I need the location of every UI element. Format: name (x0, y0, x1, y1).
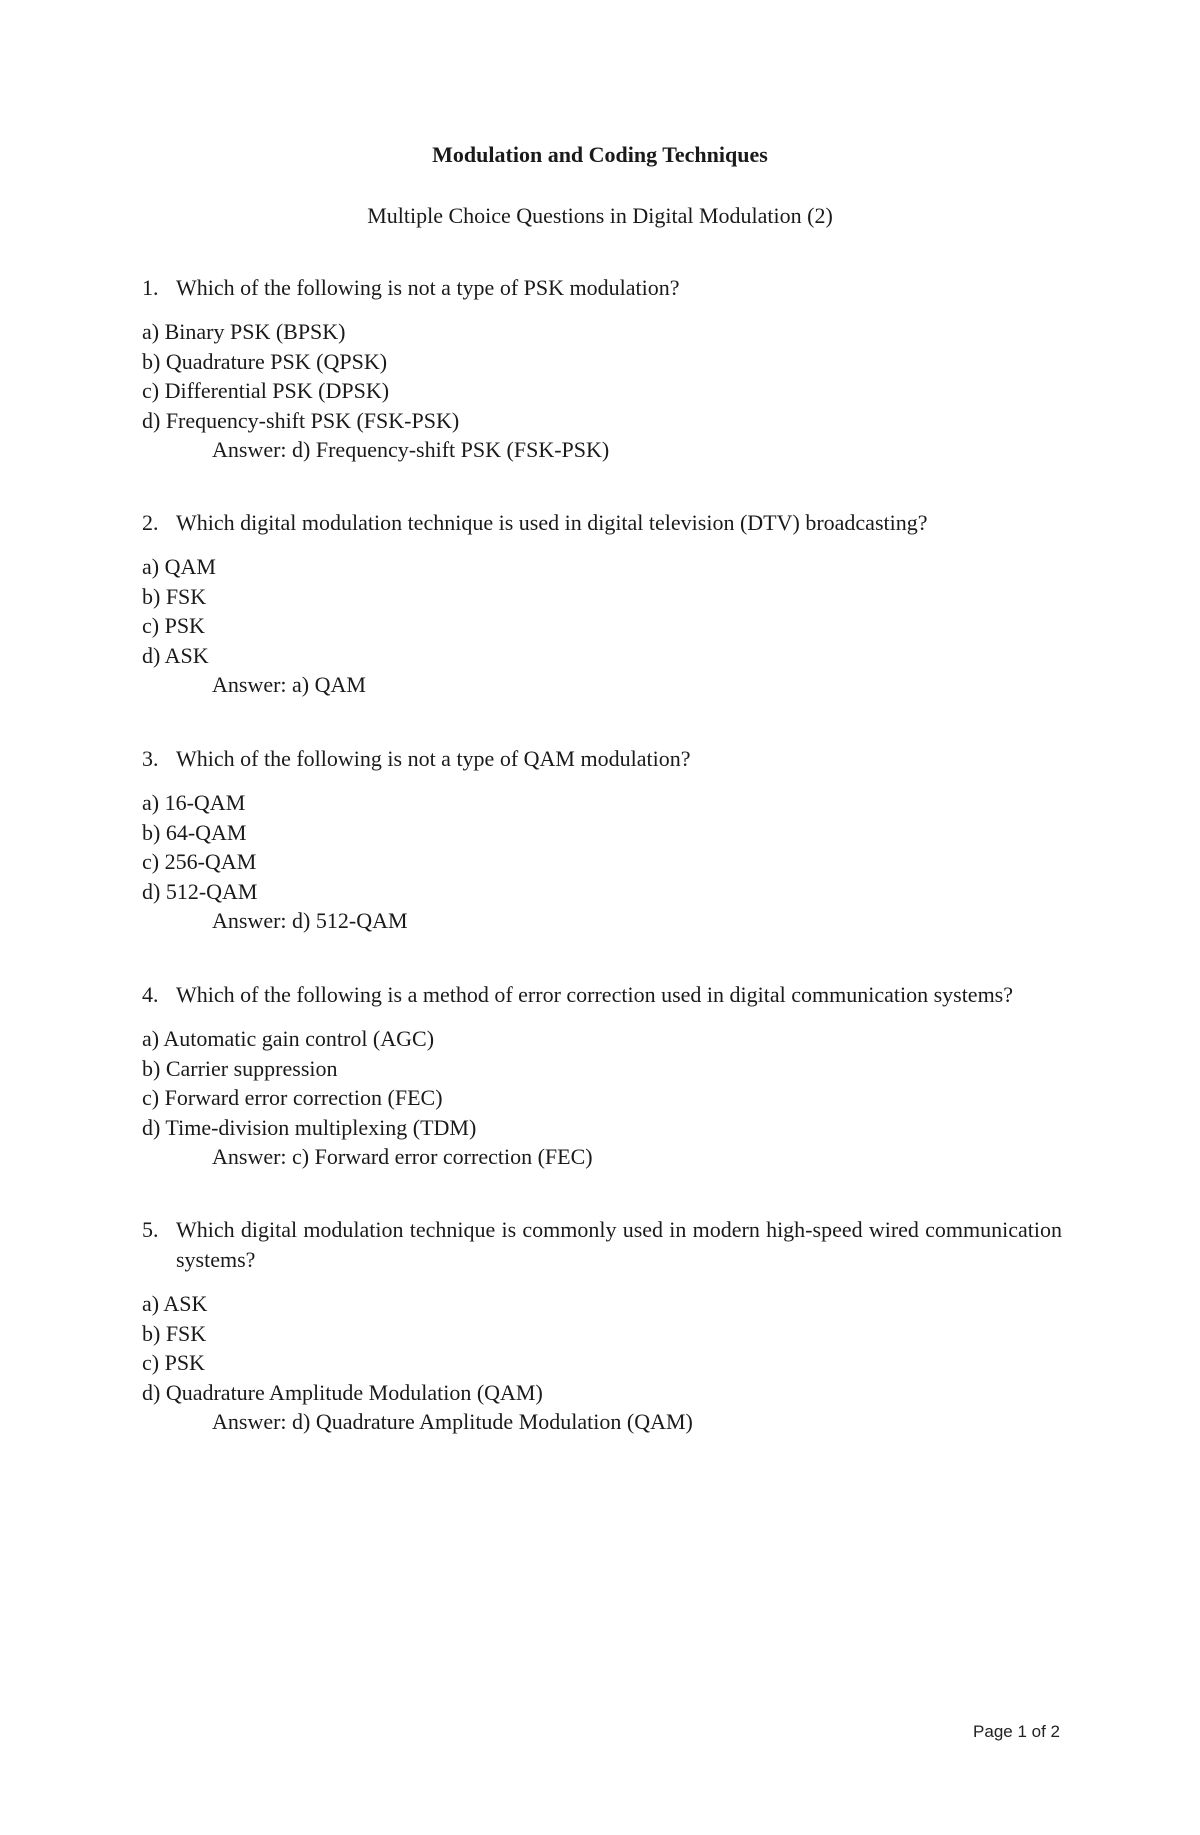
option-a: a) ASK (142, 1291, 208, 1316)
document-subtitle: Multiple Choice Questions in Digital Modulation (2) (367, 203, 833, 228)
question-number: 3. (142, 746, 159, 771)
option-d: d) Time-division multiplexing (TDM) (142, 1114, 477, 1140)
question-text: Which of the following is not a type of PSK modulation? (176, 275, 680, 300)
answer-line: Answer: d) Frequency-shift PSK (FSK-PSK) (212, 437, 610, 462)
option-a: a) Automatic gain control (AGC) (142, 1026, 435, 1051)
question-number: 5. (142, 1217, 159, 1242)
question-5 (142, 1215, 1062, 1437)
option-c: c) PSK (142, 1350, 205, 1375)
question-1 (142, 273, 1062, 465)
option-b: b) FSK (142, 583, 207, 609)
option-b: b) FSK (142, 1320, 207, 1346)
document-title: Modulation and Coding Techniques (432, 142, 768, 167)
option-b: b) Carrier suppression (142, 1055, 338, 1081)
answer-line: Answer: d) Quadrature Amplitude Modulation (QAM) (212, 1409, 693, 1434)
option-b: b) 64-QAM (142, 819, 247, 845)
question-3 (142, 744, 1062, 936)
option-d: d) Quadrature Amplitude Modulation (QAM) (142, 1379, 543, 1405)
question-2 (142, 508, 1062, 700)
option-a: a) Binary PSK (BPSK) (142, 319, 346, 344)
question-stem (142, 980, 1062, 1010)
option-c: c) PSK (142, 613, 205, 638)
option-c: c) Differential PSK (DPSK) (142, 378, 390, 403)
question-text: Which of the following is not a type of QAM modulation? (176, 746, 691, 771)
option-b: b) Quadrature PSK (QPSK) (142, 348, 388, 374)
page-number: Page 1 of 2 (973, 1722, 1060, 1741)
option-d: d) ASK (142, 642, 209, 668)
answer-line: Answer: c) Forward error correction (FEC) (212, 1144, 593, 1169)
question-stem (142, 744, 1062, 774)
question-text: Which of the following is a method of error correction used in digital communication systems? (176, 982, 1014, 1007)
option-a: a) 16-QAM (142, 790, 246, 815)
answer-line: Answer: d) 512-QAM (212, 908, 408, 933)
option-c: c) Forward error correction (FEC) (142, 1085, 443, 1110)
option-d: d) 512-QAM (142, 878, 258, 904)
question-text: Which digital modulation technique is commonly used in modern high-speed wired communication systems? (176, 1217, 1062, 1272)
option-c: c) 256-QAM (142, 849, 257, 874)
option-a: a) QAM (142, 554, 216, 579)
option-d: d) Frequency-shift PSK (FSK-PSK) (142, 407, 460, 433)
question-stem (142, 273, 1062, 303)
question-4 (142, 980, 1062, 1172)
question-stem (142, 1215, 1062, 1275)
answer-line: Answer: a) QAM (212, 672, 366, 697)
question-stem (142, 508, 1062, 538)
question-number: 1. (142, 275, 159, 300)
question-text: Which digital modulation technique is used in digital television (DTV) broadcasting? (176, 510, 928, 535)
question-number: 2. (142, 510, 159, 535)
question-number: 4. (142, 982, 159, 1007)
